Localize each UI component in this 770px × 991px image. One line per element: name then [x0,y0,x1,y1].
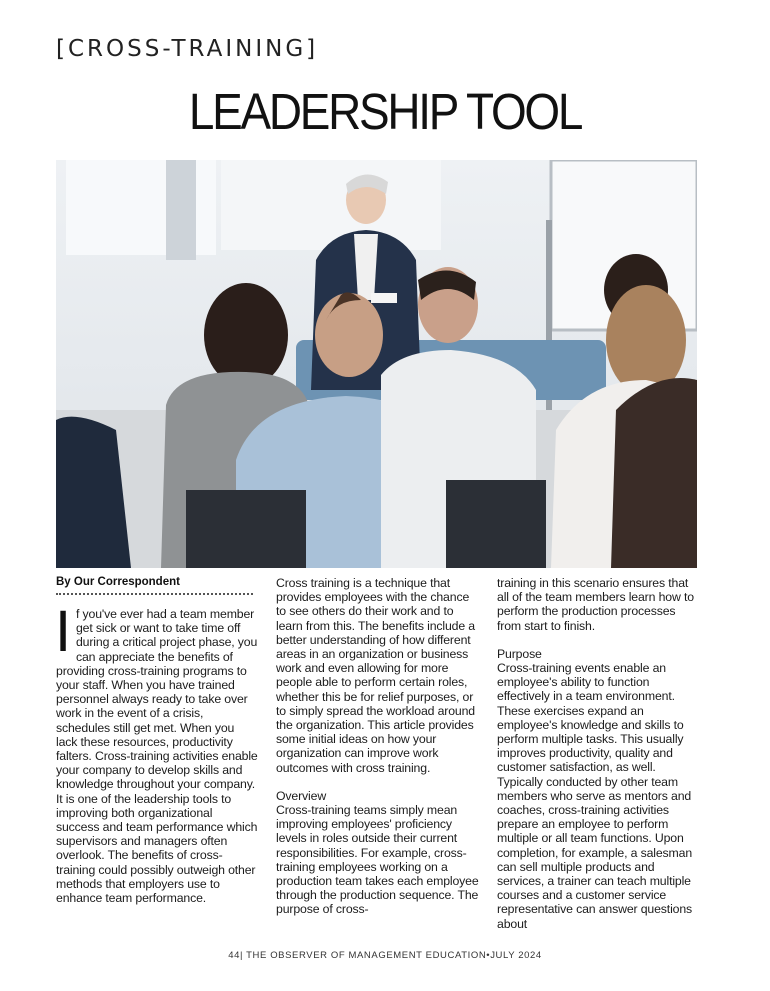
subheading-purpose: Purpose [497,646,542,661]
drop-cap: I [55,599,71,664]
byline: By Our Correspondent [56,576,180,588]
article-column-3 [497,576,699,931]
section-label: [CROSS-TRAINING] [56,36,319,62]
article-paragraph: Cross-training teams simply mean improving employees' proficiency levels in roles outside their current responsibilities. For example, cross-training employees working on a production team takes each employee through the production sequence. The purpose of cross- [276,803,479,917]
article-paragraph: training in this scenario ensures that all of the team members learn how to perform the production processes from start to finish. [497,576,694,633]
byline-divider [56,593,253,595]
article-paragraph: f you've ever had a team member get sick or want to take time off during a critical project phase, you can appreciate the benefits of providing cross-training programs to your staff. When you have trained personnel always ready to take over work in the event of a crisis, schedules still get met. When you lack these resources, productivity falters. Cross-training activities enable your company to develop skills and knowledge throughout your company. It is one of the leadership tools to improving both organizational success and team performance which supervisors and managers often overlook. The benefits of cross-training could possibly outweigh other methods that employers use to enhance team performance. [56,607,258,906]
article-paragraph: Cross training is a technique that provides employees with the chance to see others do their work and to learn from this. The benefits include a better understanding of how different areas in an organization or business work and even allowing for more people able to perform certain roles, whether this be for relief purposes, or to simply spread the workload around the organization. This article provides some initial ideas on how your organization can improve work outcomes with cross training. [276,576,475,775]
article-column-2 [276,576,480,917]
hero-photo [56,160,697,568]
training-session-photo [56,160,697,568]
subheading-overview: Overview [276,788,327,803]
article-column-1 [55,599,258,906]
article-paragraph: Cross-training events enable an employee's ability to function effectively in a team environment. These exercises expand an employee's knowledge and skills to perform multiple tasks. This usually improves productivity, quality and customer satisfaction, as well. Typically conducted by other team members who serve as mentors and coaches, cross-training activities prepare an employee to perform multiple or all team functions. Upon completion, for example, a salesman can sell multiple products and services, a trainer can teach multiple courses and a customer service representative can answer questions about [497,661,693,931]
article-headline: LEADERSHIP TOOL [188,83,582,140]
page-footer: 44| THE OBSERVER OF MANAGEMENT EDUCATION•JULY 2024 [228,950,542,961]
